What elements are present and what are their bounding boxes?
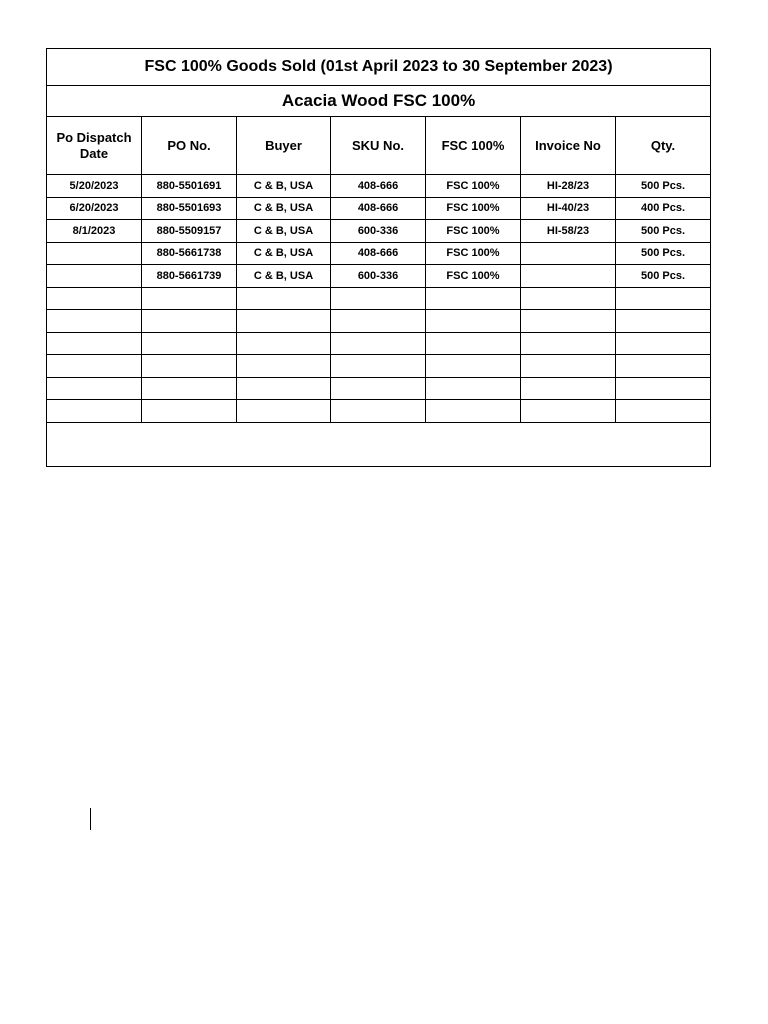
table-cell — [521, 332, 616, 355]
table-row — [47, 175, 711, 198]
table-cell: 880-5661739 — [142, 265, 237, 288]
table-subtitle: Acacia Wood FSC 100% — [47, 86, 711, 117]
table-cell: HI-28/23 — [521, 175, 616, 198]
table-cell — [237, 310, 331, 333]
table-cell: HI-58/23 — [521, 220, 616, 243]
table-cell — [426, 287, 521, 310]
table-cell: C & B, USA — [237, 175, 331, 198]
table-cell — [521, 310, 616, 333]
table-cell — [521, 377, 616, 400]
table-cell: 8/1/2023 — [47, 220, 142, 243]
table-cell: C & B, USA — [237, 220, 331, 243]
table-cell — [426, 377, 521, 400]
table-cell — [521, 242, 616, 265]
table-cell: C & B, USA — [237, 197, 331, 220]
table-row — [47, 310, 711, 333]
table-cell — [142, 287, 237, 310]
table-cell — [47, 377, 142, 400]
table-cell: 6/20/2023 — [47, 197, 142, 220]
column-header: Po Dispatch Date — [47, 117, 142, 175]
table-cell — [616, 400, 711, 423]
column-header: SKU No. — [331, 117, 426, 175]
table-cell — [142, 377, 237, 400]
table-cell — [616, 355, 711, 378]
table-cell: 400 Pcs. — [616, 197, 711, 220]
table-cell — [616, 377, 711, 400]
table-cell — [616, 310, 711, 333]
table-cell: FSC 100% — [426, 175, 521, 198]
table-cell — [47, 265, 142, 288]
table-row — [47, 220, 711, 243]
table-row — [47, 242, 711, 265]
column-header: Buyer — [237, 117, 331, 175]
table-cell — [521, 287, 616, 310]
table-cell: 880-5509157 — [142, 220, 237, 243]
text-cursor — [90, 808, 91, 830]
table-row — [47, 197, 711, 220]
table-cell — [47, 355, 142, 378]
table-cell — [331, 332, 426, 355]
header-row — [47, 117, 711, 175]
table-cell — [47, 332, 142, 355]
table-cell: C & B, USA — [237, 242, 331, 265]
column-header: PO No. — [142, 117, 237, 175]
table-cell: HI-40/23 — [521, 197, 616, 220]
table-cell — [331, 400, 426, 423]
table-cell — [616, 287, 711, 310]
table-cell — [426, 332, 521, 355]
table-cell: C & B, USA — [237, 265, 331, 288]
table-cell — [521, 265, 616, 288]
table-row — [47, 377, 711, 400]
footer-row — [47, 422, 711, 466]
goods-sold-table — [46, 48, 711, 467]
table-cell — [616, 332, 711, 355]
table-cell — [331, 355, 426, 378]
table-title: FSC 100% Goods Sold (01st April 2023 to 30 September 2023) — [47, 49, 711, 86]
table-cell: 880-5501691 — [142, 175, 237, 198]
table-cell: 500 Pcs. — [616, 175, 711, 198]
table-cell — [237, 287, 331, 310]
table-row — [47, 332, 711, 355]
table-cell — [47, 310, 142, 333]
table-cell — [237, 332, 331, 355]
table-cell: 5/20/2023 — [47, 175, 142, 198]
table-cell: 500 Pcs. — [616, 242, 711, 265]
table-cell — [237, 355, 331, 378]
table-cell: 880-5661738 — [142, 242, 237, 265]
table-cell — [142, 355, 237, 378]
table-cell — [521, 400, 616, 423]
table-cell: 600-336 — [331, 220, 426, 243]
column-header: FSC 100% — [426, 117, 521, 175]
table-cell: FSC 100% — [426, 220, 521, 243]
table-cell: FSC 100% — [426, 265, 521, 288]
table-row — [47, 355, 711, 378]
table-cell — [142, 310, 237, 333]
table-cell — [331, 377, 426, 400]
table-row — [47, 265, 711, 288]
table-cell: 600-336 — [331, 265, 426, 288]
table-cell — [426, 355, 521, 378]
table-cell: FSC 100% — [426, 197, 521, 220]
table-cell — [47, 400, 142, 423]
table-cell — [47, 287, 142, 310]
table-cell: 500 Pcs. — [616, 265, 711, 288]
column-header: Qty. — [616, 117, 711, 175]
table-row — [47, 287, 711, 310]
column-header: Invoice No — [521, 117, 616, 175]
table-cell — [142, 332, 237, 355]
table-cell — [426, 400, 521, 423]
table-cell — [521, 355, 616, 378]
table-cell — [426, 310, 521, 333]
table-cell — [47, 242, 142, 265]
table-cell — [237, 377, 331, 400]
table-cell: 500 Pcs. — [616, 220, 711, 243]
table-cell — [331, 287, 426, 310]
table-cell — [142, 400, 237, 423]
table-row — [47, 400, 711, 423]
table-cell: 408-666 — [331, 197, 426, 220]
table-cell: 408-666 — [331, 175, 426, 198]
table-cell — [331, 310, 426, 333]
table-cell — [237, 400, 331, 423]
table-cell: 880-5501693 — [142, 197, 237, 220]
table-cell: FSC 100% — [426, 242, 521, 265]
table-cell: 408-666 — [331, 242, 426, 265]
footer-cell — [47, 422, 711, 466]
